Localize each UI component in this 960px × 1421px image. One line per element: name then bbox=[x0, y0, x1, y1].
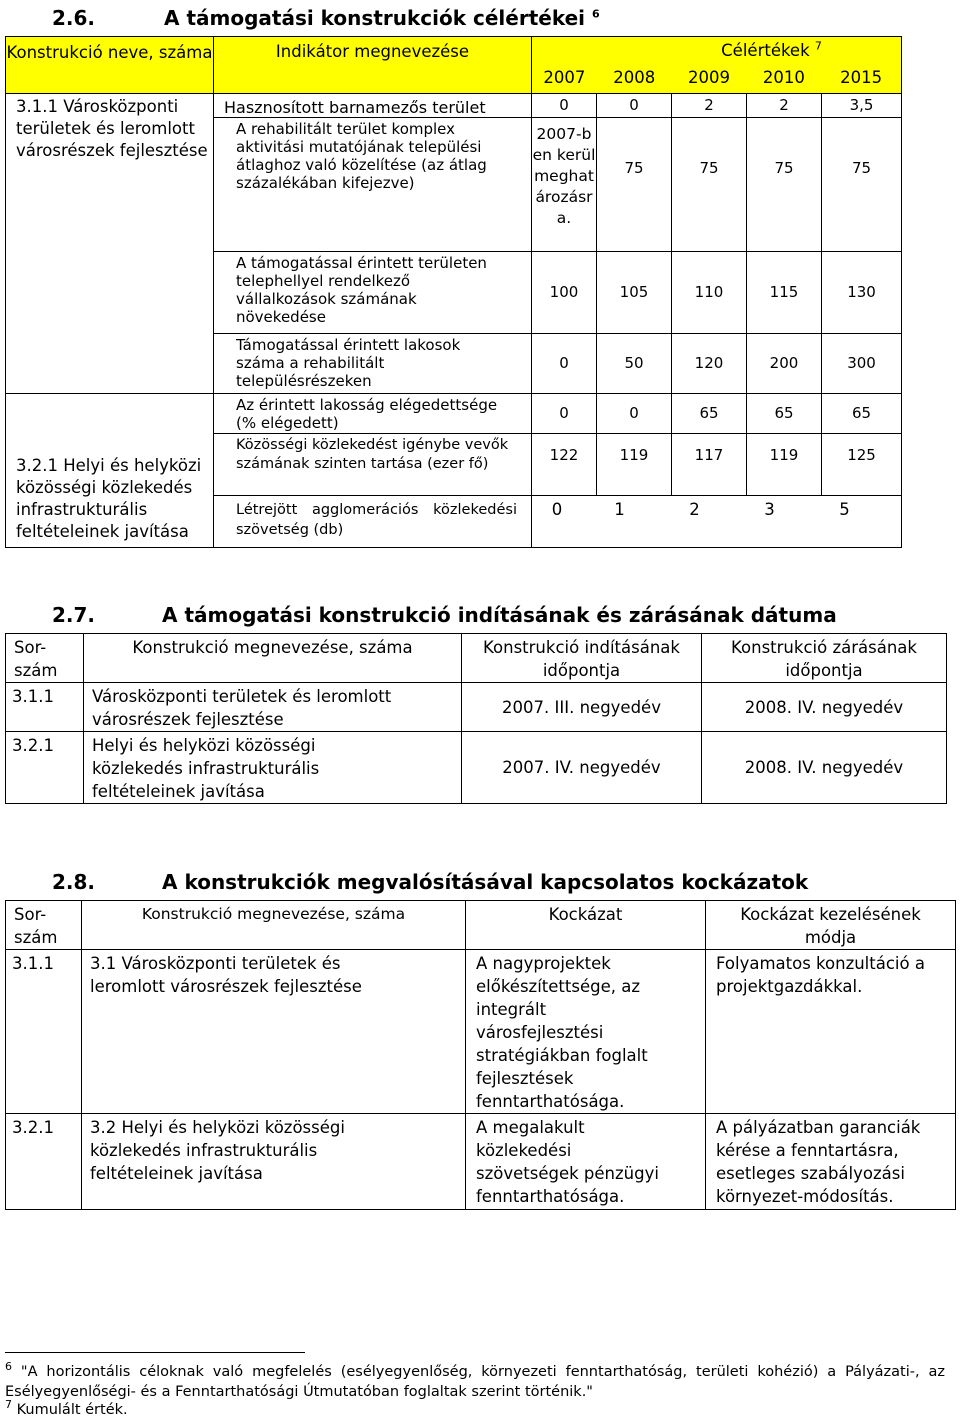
risk-text: A nagyprojektek előkészítettsége, az integrált városfejlesztési stratégiákban foglalt fejlesztések fenntarthatósága. bbox=[466, 950, 706, 1114]
header-indicator: Indikátor megnevezése bbox=[214, 37, 532, 94]
footnote-separator bbox=[5, 1352, 305, 1353]
target-values-table bbox=[5, 36, 902, 548]
start-date: 2007. III. negyedév bbox=[462, 683, 702, 732]
construction-name: Városközponti területek és leromlott városrészek fejlesztése bbox=[84, 683, 462, 732]
construction-cell: 3.1.1 Városközponti területek és leromlott városrészek fejlesztése bbox=[6, 93, 214, 393]
value-cell: 105 bbox=[597, 251, 672, 333]
indicator-cell: Hasznosított barnamezős terület bbox=[214, 93, 532, 117]
value-cell: 65 bbox=[747, 393, 822, 433]
header-start-date: Konstrukció indításának időpontja bbox=[462, 634, 702, 683]
footnote-number: 6 bbox=[5, 1360, 12, 1374]
section-title: A támogatási konstrukció indításának és zárásának dátuma bbox=[162, 603, 837, 627]
risk-text: A megalakult közlekedési szövetségek pénzügyi fenntarthatósága. bbox=[466, 1114, 706, 1210]
value-cell: 50 bbox=[597, 333, 672, 393]
footnote-6 bbox=[5, 1362, 945, 1402]
table-row bbox=[6, 950, 956, 1114]
footnote-7 bbox=[5, 1400, 945, 1420]
value-cell: 122 bbox=[532, 433, 597, 495]
table-row bbox=[6, 732, 947, 804]
table-row bbox=[6, 1114, 956, 1210]
footnote-text: "A horizontális céloknak való megfelelés (esélyegyenlőség, környezeti fenntarthatóság, területi kohézió) a Pályázati-, az Esélyegyenlőségi- és a Fenntarthatósági Útmutatóban foglaltak szerint történik." bbox=[5, 1364, 946, 1400]
value-cell: 0 bbox=[532, 393, 597, 433]
value-cell: 115 bbox=[747, 251, 822, 333]
risks-table bbox=[5, 900, 956, 1210]
value-cell: 119 bbox=[597, 433, 672, 495]
footnote-ref: 6 bbox=[591, 7, 600, 21]
row-number: 3.1.1 bbox=[6, 950, 82, 1114]
construction-name: 3.2 Helyi és helyközi közösségi közlekedés infrastrukturális feltételeinek javítása bbox=[82, 1114, 466, 1210]
indicator-cell: Az érintett lakosság elégedettsége (% elégedett) bbox=[214, 393, 532, 433]
footnote-number: 7 bbox=[5, 1398, 12, 1412]
value-cell: 75 bbox=[747, 117, 822, 251]
header-end-date: Konstrukció zárásának időpontja bbox=[702, 634, 947, 683]
value-cell: 1 bbox=[614, 499, 625, 519]
construction-name: 3.1 Városközponti területek és leromlott városrészek fejlesztése bbox=[82, 950, 466, 1114]
section-title: A támogatási konstrukciók célértékei $^6$ bbox=[164, 6, 600, 30]
construction-cell: 3.2.1 Helyi és helyközi közösségi közlekedés infrastrukturális feltételeinek javítása bbox=[6, 393, 214, 547]
header-construction: Konstrukció megnevezése, száma bbox=[82, 901, 466, 950]
value-cell: 120 bbox=[672, 333, 747, 393]
section-2-7-heading bbox=[52, 603, 912, 629]
table-row bbox=[6, 393, 902, 433]
indicator-cell: Közösségi közlekedést igénybe vevők számának szinten tartása (ezer fő) bbox=[214, 433, 532, 495]
row-number: 3.2.1 bbox=[6, 732, 84, 804]
risk-management-text: Folyamatos konzultáció a projektgazdákkal. bbox=[706, 950, 956, 1114]
value-cell: 100 bbox=[532, 251, 597, 333]
footnote-text: Kumulált érték. bbox=[16, 1402, 128, 1418]
value-cell: 2 bbox=[689, 499, 700, 519]
year-2008: 2008 bbox=[613, 68, 656, 87]
value-cell: 300 bbox=[822, 333, 902, 393]
section-number: 2.6. bbox=[52, 6, 96, 30]
row-number: 3.1.1 bbox=[6, 683, 84, 732]
value-cell: 0 bbox=[597, 393, 672, 433]
start-date: 2007. IV. negyedév bbox=[462, 732, 702, 804]
header-construction: Konstrukció neve, száma bbox=[6, 37, 214, 94]
value-cell: 0 bbox=[532, 93, 597, 117]
header-risk: Kockázat bbox=[466, 901, 706, 950]
indicator-cell: A rehabilitált terület komplex aktivitási mutatójának települési átlaghoz való közelítése (az átlag százalékában kifejezve) bbox=[214, 117, 532, 251]
year-2010: 2010 bbox=[762, 68, 805, 87]
year-2015: 2015 bbox=[840, 68, 883, 87]
header-number: Sor-szám bbox=[6, 901, 82, 950]
header-construction: Konstrukció megnevezése, száma bbox=[84, 634, 462, 683]
start-end-dates-table bbox=[5, 633, 947, 804]
value-cell: 2 bbox=[747, 93, 822, 117]
value-cell: 125 bbox=[822, 433, 902, 495]
value-cell: 200 bbox=[747, 333, 822, 393]
end-date: 2008. IV. negyedév bbox=[702, 683, 947, 732]
table-row bbox=[6, 93, 902, 117]
value-cell: 0 bbox=[551, 499, 563, 519]
table-row bbox=[6, 683, 947, 732]
construction-name: Helyi és helyközi közösségi közlekedés infrastrukturális feltételeinek javítása bbox=[84, 732, 462, 804]
value-cell: 65 bbox=[672, 393, 747, 433]
value-cell: 75 bbox=[672, 117, 747, 251]
indicator-cell: A támogatással érintett területen telephellyel rendelkező vállalkozások számának növekedése bbox=[214, 251, 532, 333]
section-2-6-heading bbox=[52, 6, 852, 32]
value-cell: 130 bbox=[822, 251, 902, 333]
value-cell: 75 bbox=[597, 117, 672, 251]
value-cell: 119 bbox=[747, 433, 822, 495]
section-title: A konstrukciók megvalósításával kapcsolatos kockázatok bbox=[162, 870, 809, 894]
value-cell: 3,5 bbox=[822, 93, 902, 117]
value-cell: 75 bbox=[822, 117, 902, 251]
value-cell: 5 bbox=[839, 499, 850, 519]
value-cell: 110 bbox=[672, 251, 747, 333]
section-number: 2.8. bbox=[52, 870, 96, 894]
value-cell: 0 bbox=[597, 93, 672, 117]
row-number: 3.2.1 bbox=[6, 1114, 82, 1210]
indicator-cell: Létrejött agglomerációs közlekedési szövetség (db) bbox=[214, 495, 532, 547]
year-2009: 2009 bbox=[688, 68, 731, 87]
value-cell-group bbox=[532, 495, 902, 547]
header-target-values: Célértékek $^7$ 2007 2008 2009 2010 2015 bbox=[532, 37, 902, 93]
value-cell: 117 bbox=[672, 433, 747, 495]
risk-management-text: A pályázatban garanciák kérése a fenntartásra, esetleges szabályozási környezet-módosítás. bbox=[706, 1114, 956, 1210]
header-risk-management: Kockázat kezelésének módja bbox=[706, 901, 956, 950]
value-cell: 3 bbox=[764, 499, 775, 519]
value-cell: 65 bbox=[822, 393, 902, 433]
indicator-cell: Támogatással érintett lakosok száma a rehabilitált településrészeken bbox=[214, 333, 532, 393]
year-2007: 2007 bbox=[543, 68, 586, 87]
end-date: 2008. IV. negyedév bbox=[702, 732, 947, 804]
value-cell: 0 bbox=[532, 333, 597, 393]
section-number: 2.7. bbox=[52, 603, 96, 627]
value-cell: 2 bbox=[672, 93, 747, 117]
section-2-8-heading bbox=[52, 870, 912, 896]
header-number: Sor-szám bbox=[6, 634, 84, 683]
value-cell: 2007-ben kerül meghatározásra. bbox=[532, 117, 597, 251]
footnote-ref: 7 bbox=[814, 39, 822, 53]
